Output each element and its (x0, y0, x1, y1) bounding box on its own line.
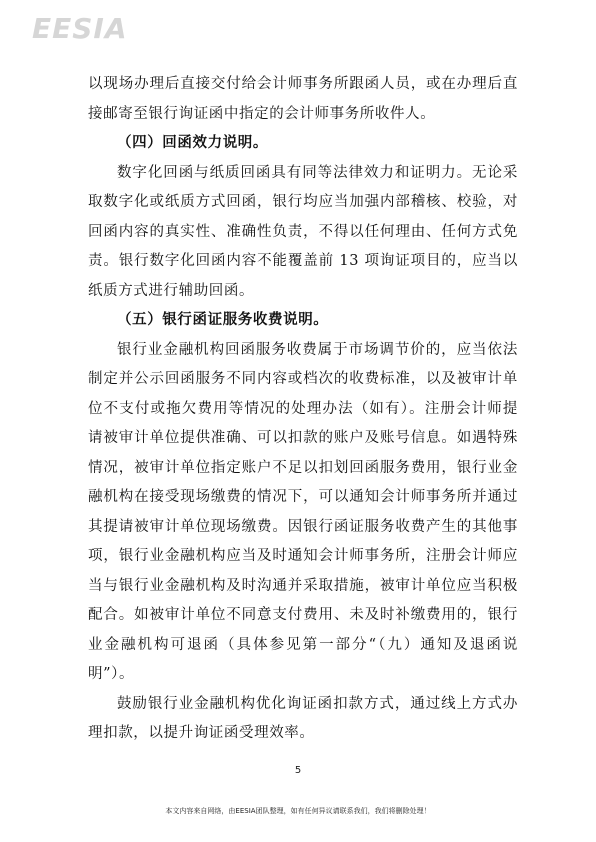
document-body (88, 70, 518, 749)
paragraph-fee-description: 银行业金融机构回函服务收费属于市场调节价的，应当依法制定并公示回函服务不同内容或档次的收费标准，以及被审计单位不支付或拖欠费用等情况的处理办法（如有）。注册会计师提请被审计单位提供准确、可以扣款的账户及账号信息。如遇特殊情况，被审计单位指定账户不足以扣划回函服务费用，银行业金融机构在接受现场缴费的情况下，可以通知会计师事务所并通过其提请被审计单位现场缴费。因银行函证服务收费产生的其他事项，银行业金融机构应当及时通知会计师事务所，注册会计师应当与银行业金融机构及时沟通并采取措施，被审计单位应当积极配合。如被审计单位不同意支付费用、未及时补缴费用的，银行业金融机构可退函（具体参见第一部分“（九）通知及退函说明”）。 (88, 341, 518, 682)
page-number: 5 (294, 765, 302, 776)
paragraph-continued: 以现场办理后直接交付给会计师事务所跟函人员，或在办理后直接邮寄至银行询证函中指定的会计师事务所收件人。 (88, 76, 518, 122)
eesia-logo: EESIA (32, 12, 128, 45)
section-heading-5: （五）银行函证服务收费说明。 (117, 312, 329, 328)
paragraph-online-deduction: 鼓励银行业金融机构优化询证函扣款方式，通过线上方式办理扣款，以提升询证函受理效率。 (88, 695, 518, 741)
section-heading-4: （四）回函效力说明。 (117, 135, 268, 151)
footer-disclaimer: 本文内容来自网络，由EESIA团队整理，如有任何异议请联系我们，我们将删除处理！ (165, 807, 431, 815)
paragraph-reply-validity: 数字化回函与纸质回函具有同等法律效力和证明力。无论采取数字化或纸质方式回函，银行均应当加强内部稽核、校验，对回函内容的真实性、准确性负责，不得以任何理由、任何方式免责。银行数字化回函内容不能覆盖前 13 项询证项目的，应当以纸质方式进行辅助回函。 (88, 164, 518, 299)
